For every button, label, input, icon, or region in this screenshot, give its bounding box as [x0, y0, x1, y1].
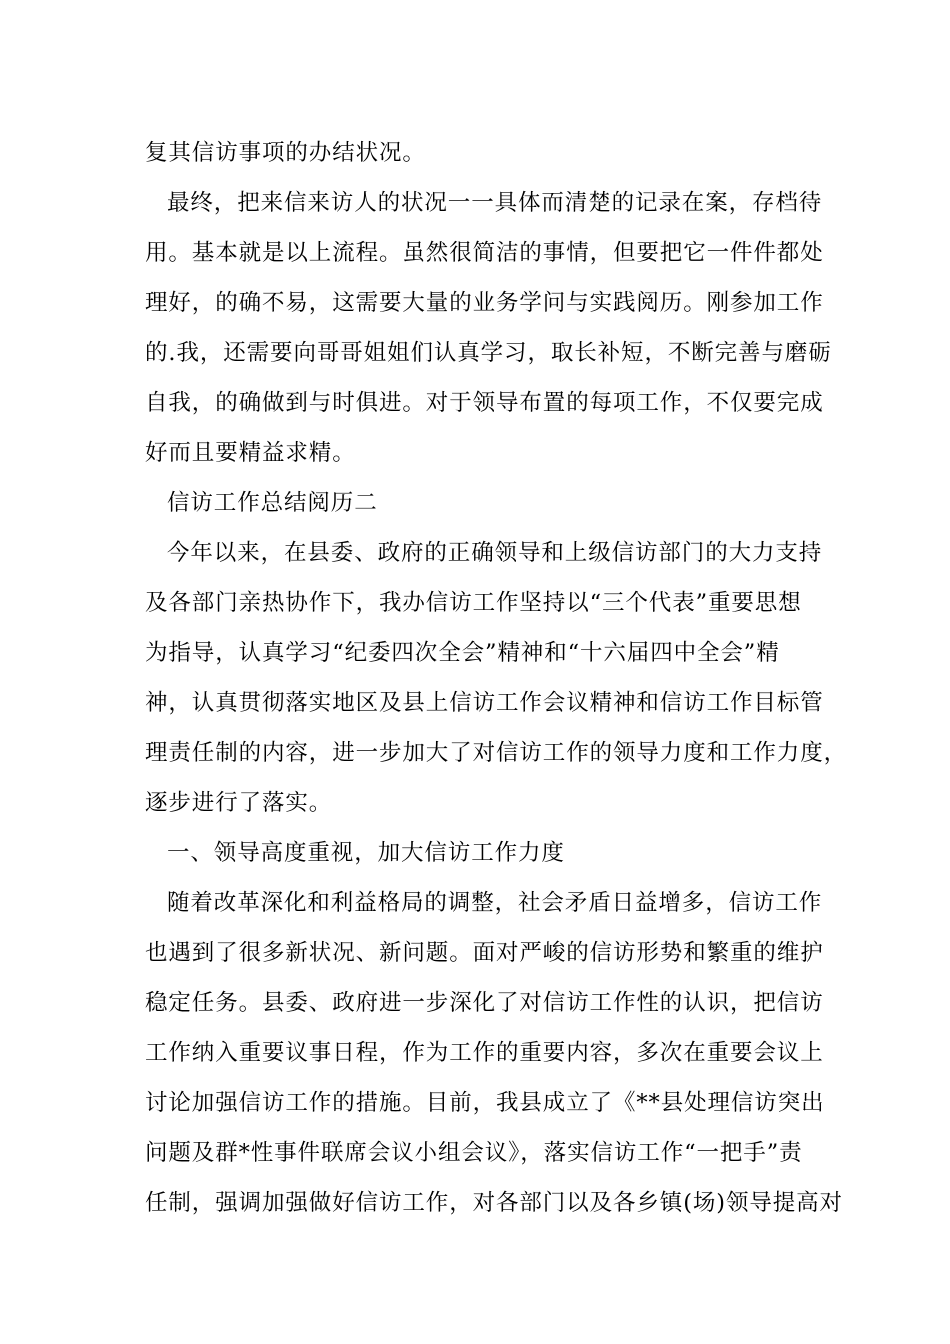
section-heading: 信访工作总结阅历二 — [167, 490, 378, 516]
paragraph-line: 用。基本就是以上流程。虽然很简洁的事情，但要把它一件件都处 — [145, 240, 824, 266]
paragraph-line: 最终，把来信来访人的状况一一具体而清楚的记录在案，存档待 — [167, 190, 823, 216]
paragraph-line: 为指导，认真学习“纪委四次全会”精神和“十六届四中全会”精 — [145, 640, 780, 666]
paragraph-line: 及各部门亲热协作下，我办信访工作坚持以“三个代表”重要思想 — [145, 590, 802, 616]
document-body — [145, 128, 848, 1228]
paragraph-line: 逐步进行了落实。 — [145, 790, 333, 816]
paragraph-line: 也遇到了很多新状况、新问题。面对严峻的信访形势和繁重的维护 — [145, 940, 824, 966]
paragraph-line: 今年以来，在县委、政府的正确领导和上级信访部门的大力支持 — [167, 540, 823, 566]
paragraph-line: 稳定任务。县委、政府进一步深化了对信访工作性的认识，把信访 — [145, 990, 824, 1016]
paragraph-line: 自我，的确做到与时俱进。对于领导布置的每项工作，不仅要完成 — [145, 390, 824, 416]
paragraph-line: 理责任制的内容，进一步加大了对信访工作的领导力度和工作力度， — [145, 740, 848, 766]
paragraph-line: 理好，的确不易，这需要大量的业务学问与实践阅历。刚参加工作 — [145, 290, 824, 316]
paragraph-line: 复其信访事项的办结状况。 — [145, 140, 426, 166]
paragraph-line: 问题及群*性事件联席会议小组会议》，落实信访工作“一把手”责 — [145, 1140, 803, 1166]
paragraph-line: 的.我，还需要向哥哥姐姐们认真学习，取长补短，不断完善与磨砺 — [145, 340, 832, 366]
paragraph-line: 工作纳入重要议事日程，作为工作的重要内容，多次在重要会议上 — [145, 1040, 824, 1066]
section-heading: 一、领导高度重视，加大信访工作力度 — [167, 840, 565, 866]
paragraph-line: 好而且要精益求精。 — [145, 440, 356, 466]
paragraph-line: 随着改革深化和利益格局的调整，社会矛盾日益增多，信访工作 — [167, 890, 823, 916]
paragraph-line: 任制，强调加强做好信访工作，对各部门以及各乡镇(场)领导提高对 — [145, 1190, 843, 1216]
paragraph-line: 神，认真贯彻落实地区及县上信访工作会议精神和信访工作目标管 — [145, 690, 824, 716]
paragraph-line: 讨论加强信访工作的措施。目前，我县成立了《**县处理信访突出 — [145, 1090, 825, 1116]
